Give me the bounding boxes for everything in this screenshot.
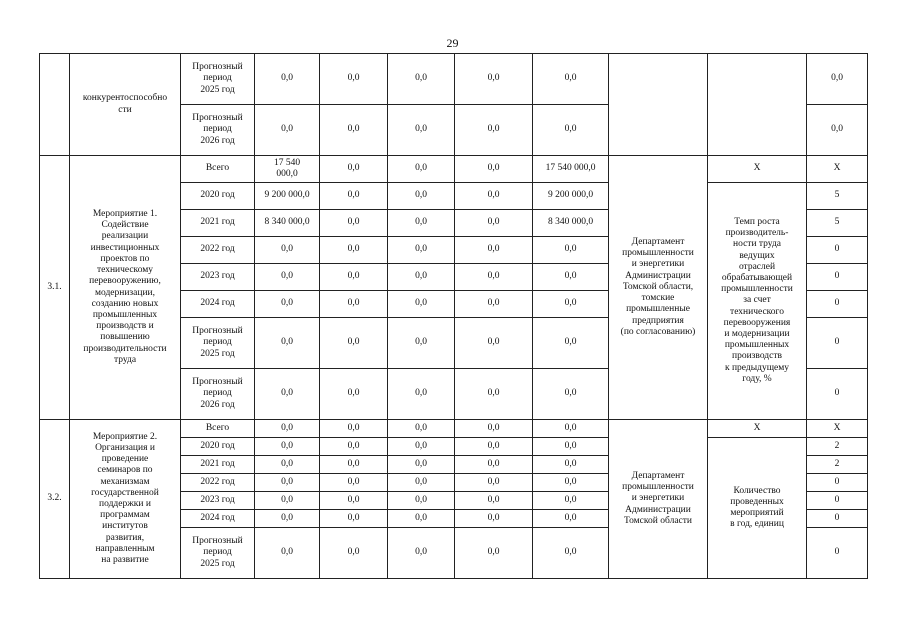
value-cell: 0,0 [255,291,320,318]
value-cell: 0,0 [533,438,609,456]
value-cell: 0,0 [388,264,455,291]
table-row [40,54,868,105]
period-cell: 2022 год [181,237,255,264]
value-cell: 0,0 [533,369,609,420]
value-cell: 0,0 [455,291,533,318]
value-cell: 0,0 [533,510,609,528]
period-cell: 2024 год [181,510,255,528]
target-cell: 0 [807,291,868,318]
target-cell: 0 [807,492,868,510]
target-cell: 0 [807,237,868,264]
indicator-cell: Количество проведенных мероприятий в год, единиц [708,438,807,579]
value-cell: 0,0 [320,156,388,183]
value-cell: 0,0 [255,105,320,156]
value-cell: 0,0 [455,318,533,369]
period-cell: Прогнозный период 2026 год [181,105,255,156]
value-cell: 0,0 [533,54,609,105]
value-cell: 0,0 [255,492,320,510]
target-cell: 5 [807,210,868,237]
period-cell: 2020 год [181,438,255,456]
value-cell: 0,0 [455,474,533,492]
target-cell: 0 [807,528,868,579]
value-cell: 0,0 [255,54,320,105]
department-cell: Департамент промышленности и энергетики Администрации Томской области [609,420,708,579]
table-row [40,156,868,183]
value-cell: 9 200 000,0 [533,183,609,210]
value-cell: 0,0 [320,438,388,456]
value-cell: 0,0 [255,318,320,369]
value-cell: 0,0 [533,318,609,369]
value-cell: 0,0 [320,318,388,369]
value-cell: 0,0 [255,438,320,456]
value-cell: 0,0 [320,54,388,105]
value-cell: 0,0 [388,456,455,474]
value-cell: 0,0 [455,510,533,528]
value-cell: 0,0 [320,210,388,237]
value-cell: 0,0 [255,528,320,579]
value-cell: 0,0 [255,474,320,492]
value-cell: 0,0 [320,264,388,291]
value-cell: 0,0 [388,105,455,156]
value-cell: 0,0 [320,456,388,474]
period-cell: Прогнозный период 2025 год [181,528,255,579]
value-cell: 0,0 [533,264,609,291]
department-cell: Департамент промышленности и энергетики Администрации Томской области, томские промышленные предприятия (по согласованию) [609,156,708,420]
value-cell: 0,0 [320,528,388,579]
value-cell: 0,0 [255,369,320,420]
value-cell: 8 340 000,0 [255,210,320,237]
value-cell: 0,0 [455,54,533,105]
item-name: конкурентоспособно сти [70,54,181,156]
value-cell: 0,0 [388,474,455,492]
period-cell: 2023 год [181,264,255,291]
value-cell: 0,0 [388,528,455,579]
target-cell: 0 [807,510,868,528]
value-cell: 0,0 [455,264,533,291]
table-row [40,420,868,438]
value-cell: 0,0 [388,420,455,438]
value-cell: 0,0 [533,492,609,510]
program-table [39,53,868,579]
value-cell: 0,0 [388,156,455,183]
indicator-cell: Темп роста производитель- ности труда ведущих отраслей обрабатывающей промышленности за счет технического перевооружения и модернизации промышленных производств к предыдущему году, % [708,183,807,420]
value-cell: 0,0 [320,183,388,210]
target-cell: 2 [807,438,868,456]
value-cell: 17 540 000,0 [255,156,320,183]
value-cell: 0,0 [455,528,533,579]
value-cell: 0,0 [388,54,455,105]
value-cell: 0,0 [533,474,609,492]
item-name: Мероприятие 2. Организация и проведение семинаров по механизмам государственной поддержки и программам институтов развития, направленным на развитие [70,420,181,579]
period-cell: Всего [181,420,255,438]
target-cell: 0,0 [807,54,868,105]
value-cell: 0,0 [455,156,533,183]
indicator-x-cell: Х [708,420,807,438]
value-cell: 0,0 [455,210,533,237]
value-cell: 0,0 [388,210,455,237]
period-cell: 2024 год [181,291,255,318]
value-cell: 0,0 [388,369,455,420]
value-cell: 0,0 [533,237,609,264]
value-cell: 0,0 [455,183,533,210]
period-cell: 2020 год [181,183,255,210]
item-number [40,54,70,156]
value-cell: 17 540 000,0 [533,156,609,183]
value-cell: 0,0 [533,105,609,156]
value-cell: 0,0 [455,369,533,420]
value-cell: 0,0 [320,474,388,492]
target-cell: Х [807,156,868,183]
value-cell: 0,0 [455,438,533,456]
value-cell: 0,0 [388,291,455,318]
value-cell: 0,0 [388,237,455,264]
period-cell: 2023 год [181,492,255,510]
value-cell: 0,0 [320,492,388,510]
target-cell: 0 [807,474,868,492]
target-cell: 0 [807,369,868,420]
value-cell: 0,0 [388,183,455,210]
value-cell: 9 200 000,0 [255,183,320,210]
period-cell: Прогнозный период 2025 год [181,318,255,369]
value-cell: 0,0 [533,456,609,474]
value-cell: 0,0 [455,456,533,474]
value-cell: 0,0 [388,492,455,510]
value-cell: 0,0 [320,510,388,528]
period-cell: 2022 год [181,474,255,492]
indicator-cell [708,54,807,156]
page-number: 29 [446,36,459,50]
department-cell [609,54,708,156]
value-cell: 0,0 [255,420,320,438]
value-cell: 0,0 [455,105,533,156]
item-number: 3.1. [40,156,70,420]
value-cell: 8 340 000,0 [533,210,609,237]
target-cell: Х [807,420,868,438]
value-cell: 0,0 [533,420,609,438]
value-cell: 0,0 [255,237,320,264]
item-name: Мероприятие 1. Содействие реализации инвестиционных проектов по техническому перевооружению, модернизации, созданию новых промышленных производств и повышению производительности труда [70,156,181,420]
value-cell: 0,0 [533,528,609,579]
value-cell: 0,0 [388,318,455,369]
value-cell: 0,0 [320,420,388,438]
target-cell: 5 [807,183,868,210]
value-cell: 0,0 [455,492,533,510]
value-cell: 0,0 [388,510,455,528]
period-cell: Прогнозный период 2025 год [181,54,255,105]
target-cell: 0 [807,264,868,291]
indicator-x-cell: Х [708,156,807,183]
value-cell: 0,0 [533,291,609,318]
value-cell: 0,0 [320,237,388,264]
value-cell: 0,0 [455,420,533,438]
value-cell: 0,0 [255,510,320,528]
value-cell: 0,0 [255,264,320,291]
value-cell: 0,0 [388,438,455,456]
period-cell: 2021 год [181,210,255,237]
value-cell: 0,0 [320,105,388,156]
target-cell: 2 [807,456,868,474]
item-number: 3.2. [40,420,70,579]
value-cell: 0,0 [255,456,320,474]
target-cell: 0 [807,318,868,369]
value-cell: 0,0 [320,291,388,318]
target-cell: 0,0 [807,105,868,156]
value-cell: 0,0 [455,237,533,264]
period-cell: Прогнозный период 2026 год [181,369,255,420]
period-cell: Всего [181,156,255,183]
value-cell: 0,0 [320,369,388,420]
period-cell: 2021 год [181,456,255,474]
